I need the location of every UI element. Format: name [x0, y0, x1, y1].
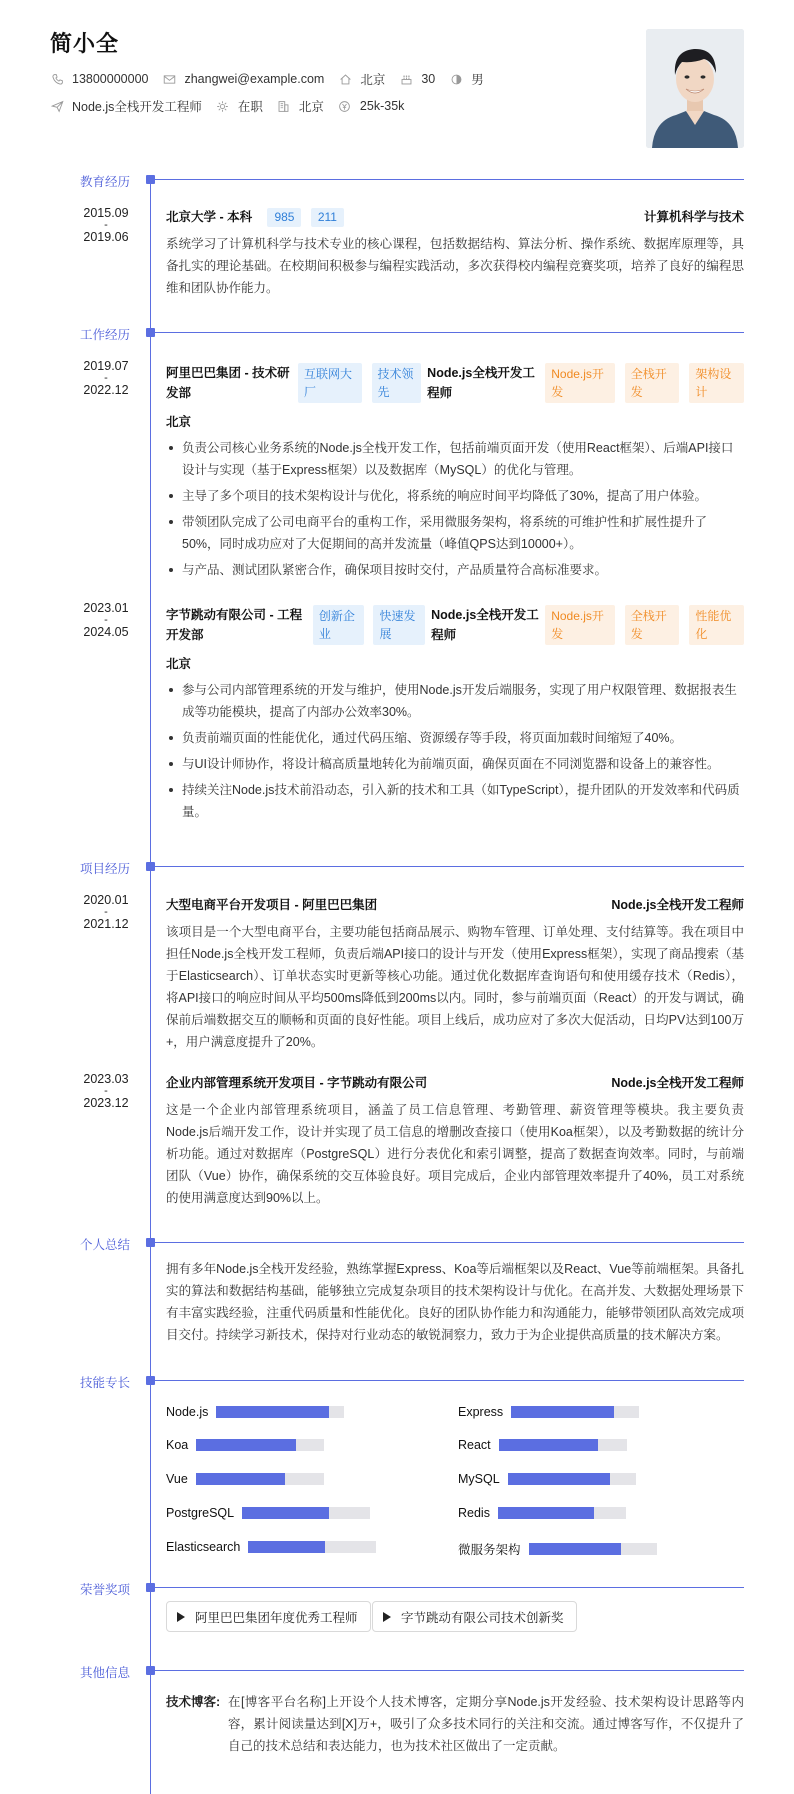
- age-icon: [399, 72, 413, 86]
- position-item: [50, 97, 202, 115]
- skill-name: Koa: [166, 1438, 189, 1452]
- skill-item: [458, 1405, 639, 1419]
- date-start: 2023.03: [83, 1072, 129, 1086]
- work-location: 北京: [166, 415, 192, 429]
- status-text: 在职: [237, 100, 263, 114]
- other-label: 技术博客:: [166, 1695, 221, 1709]
- status-icon: [216, 99, 230, 113]
- award-label: 阿里巴巴集团年度优秀工程师: [195, 1610, 358, 1625]
- work-bullet: 与UI设计师协作，将设计稿高质量地转化为前端页面，确保页面在不同浏览器和设备上的兼容性。: [166, 753, 744, 775]
- project-description: 该项目是一个大型电商平台，主要功能包括商品展示、购物车管理、订单处理、支付结算等。我在项目中担任Node.js全栈开发工程师，负责后端API接口的设计与开发（使用Express框架），实现了商品搜索（基于Elasticsearch）、订单状态实时更新等核心功能。通过优化数据库查询语句和使用缓存技术（Redis），将API接口的响应时间从平均500ms降低到200ms以内。同时，参与前端页面（React）的开发与调试，确保前后端数据交互的顺畅和页面的良好性能。项目上线后，成功应对了多次大促活动，日均PV达到100万+，用户满意度提升了20%。: [166, 925, 744, 1049]
- send-icon: [50, 99, 64, 113]
- city-text: 北京: [360, 73, 386, 87]
- section-title-other: 其他信息: [80, 1666, 131, 1680]
- skill-item: [458, 1540, 657, 1558]
- gender-icon: [449, 72, 463, 86]
- position-name: Node.js全栈开发工程师: [427, 366, 535, 400]
- skill-bar: [196, 1439, 324, 1451]
- project-entry: [166, 1073, 744, 1209]
- building-icon: [277, 99, 291, 113]
- date-separator: -: [104, 614, 108, 626]
- education-tag: 211: [311, 208, 344, 227]
- skill-tag: 架构设计: [689, 363, 744, 403]
- section-title-summary: 个人总结: [80, 1238, 131, 1252]
- work-bullet: 负责公司核心业务系统的Node.js全栈开发工作，包括前端页面开发（使用React框架）、后端API接口设计与实现（基于Express框架）以及数据库（MySQL）的优化与管理。: [166, 437, 744, 481]
- summary-text: 拥有多年Node.js全栈开发经验，熟练掌握Express、Koa等后端框架以及React、Vue等前端框架。具备扎实的算法和数据结构基础，能够独立完成复杂项目的技术架构设计与优化。在高并发、大数据处理场景下有丰富实践经验，注重代码质量和性能优化。良好的团队协作能力和沟通能力，能够带领团队高效完成项目交付。持续学习新技术，保持对行业动态的敏锐洞察力，致力于为企业提供高质量的技术解决方案。: [166, 1262, 744, 1342]
- section-dot: [146, 1666, 155, 1675]
- work-date: [70, 358, 142, 398]
- city-item: [338, 70, 385, 88]
- section-divider: [155, 332, 744, 333]
- section-divider: [155, 1587, 744, 1588]
- award-item: [372, 1601, 577, 1632]
- industry-tag: 互联网大厂: [298, 363, 362, 403]
- company-name: 阿里巴巴集团 - 技术研发部: [166, 366, 290, 400]
- section-title-awards: 荣誉奖项: [80, 1583, 131, 1597]
- skill-tag: Node.js开发: [545, 605, 615, 645]
- skill-tag: 全栈开发: [625, 605, 680, 645]
- industry-tag: 创新企业: [313, 605, 365, 645]
- position-text: Node.js全栈开发工程师: [72, 100, 202, 114]
- skill-bar: [508, 1473, 636, 1485]
- section-title-projects: 项目经历: [80, 862, 131, 876]
- section-divider: [155, 866, 744, 867]
- skill-bar-fill: [242, 1507, 329, 1519]
- skill-bar: [499, 1439, 627, 1451]
- skill-bar-fill: [216, 1406, 329, 1418]
- section-dot: [146, 862, 155, 871]
- candidate-name: 简小全: [50, 31, 120, 56]
- gender-item: [449, 70, 484, 88]
- date-separator: -: [104, 219, 108, 231]
- target-city-item: [277, 97, 324, 115]
- section-dot: [146, 1376, 155, 1385]
- project-title: 大型电商平台开发项目 - 阿里巴巴集团: [166, 898, 378, 912]
- date-end: 2019.06: [83, 230, 129, 244]
- project-description: 这是一个企业内部管理系统项目，涵盖了员工信息管理、考勤管理、薪资管理等模块。我主要负责Node.js后端开发工作，设计并实现了员工信息的增删改查接口（使用Koa框架），以及考勤数据的统计分析功能。通过对数据库（PostgreSQL）进行分表优化和索引调整，提高了数据查询效率。同时，与前端团队（Vue）协作，确保系统的交互体验良好。项目完成后，企业内部管理效率提升了40%，员工对系统的使用满意度达到90%以上。: [166, 1103, 744, 1205]
- skill-name: Elasticsearch: [166, 1540, 241, 1554]
- skill-item: [166, 1438, 324, 1452]
- work-bullet: 持续关注Node.js技术前沿动态，引入新的技术和工具（如TypeScript），提升团队的开发效率和代码质量。: [166, 779, 744, 823]
- section-dot: [146, 328, 155, 337]
- phone-item: [50, 72, 148, 86]
- date-separator: -: [104, 906, 108, 918]
- skill-bar-fill: [248, 1541, 325, 1553]
- skill-bar-fill: [196, 1473, 286, 1485]
- status-item: [216, 97, 263, 115]
- skill-item: [166, 1506, 370, 1520]
- salary-text: 25k-35k: [359, 99, 405, 113]
- work-bullet: 带领团队完成了公司电商平台的重构工作，采用微服务架构，将系统的可维护性和扩展性提升了50%，同时成功应对了大促期间的高并发流量（峰值QPS达到10000+）。: [166, 511, 744, 555]
- skill-item: [458, 1472, 636, 1486]
- section-divider: [155, 1380, 744, 1381]
- position-name: Node.js全栈开发工程师: [431, 608, 539, 642]
- skill-tag: Node.js开发: [545, 363, 615, 403]
- gender-text: 男: [471, 73, 484, 87]
- school-name: 北京大学 - 本科: [166, 210, 253, 224]
- date-separator: -: [104, 1085, 108, 1097]
- phone-text: 13800000000: [72, 72, 149, 86]
- skill-bar-fill: [196, 1439, 296, 1451]
- project-role: Node.js全栈开发工程师: [611, 898, 744, 912]
- education-date: [70, 205, 142, 245]
- phone-icon: [50, 72, 64, 86]
- major-name: 计算机科学与技术: [643, 210, 744, 224]
- skill-tag: 性能优化: [689, 605, 744, 645]
- work-bullets: [166, 437, 744, 581]
- date-start: 2023.01: [83, 601, 129, 615]
- work-entry: [166, 363, 744, 585]
- skill-bar-fill: [499, 1439, 599, 1451]
- job-intent-row: [50, 97, 418, 115]
- skill-name: Vue: [166, 1472, 188, 1486]
- date-start: 2015.09: [83, 206, 129, 220]
- work-entry: [166, 605, 744, 827]
- skill-bar: [242, 1507, 370, 1519]
- skill-bar-fill: [511, 1406, 613, 1418]
- age-item: [399, 72, 435, 86]
- email-item: [162, 72, 324, 86]
- skill-item: [166, 1472, 324, 1486]
- date-separator: -: [104, 372, 108, 384]
- other-text: 在[博客平台名称]上开设个人技术博客，定期分享Node.js开发经验、技术架构设计思路等内容，累计阅读量达到[X]万+，吸引了众多技术同行的关注和交流。通过博客写作，不仅提升了自己的技术总结和表达能力，也为技术社区做出了一定贡献。: [228, 1695, 744, 1753]
- section-dot: [146, 1583, 155, 1592]
- skill-bar: [529, 1543, 657, 1555]
- skill-bar: [498, 1507, 626, 1519]
- mail-icon: [162, 72, 176, 86]
- target-city-text: 北京: [298, 100, 324, 114]
- date-end: 2024.05: [83, 625, 129, 639]
- company-name: 字节跳动有限公司 - 工程开发部: [166, 608, 303, 642]
- skill-name: 微服务架构: [458, 1543, 521, 1557]
- work-bullets: [166, 679, 744, 823]
- summary-block: [166, 1258, 744, 1346]
- industry-tag: 技术领先: [372, 363, 422, 403]
- skill-bar: [196, 1473, 324, 1485]
- other-info: [166, 1691, 744, 1757]
- work-bullet: 主导了多个项目的技术架构设计与优化，将系统的响应时间平均降低了30%，提高了用户体验。: [166, 485, 744, 507]
- section-title-work: 工作经历: [80, 328, 131, 342]
- education-tag: 985: [267, 208, 301, 227]
- industry-tag: 快速发展: [373, 605, 425, 645]
- date-start: 2019.07: [83, 359, 129, 373]
- work-date: [70, 600, 142, 640]
- section-dot: [146, 1238, 155, 1247]
- section-title-education: 教育经历: [80, 175, 131, 189]
- education-description: 系统学习了计算机科学与技术专业的核心课程，包括数据结构、算法分析、操作系统、数据库原理等，具备扎实的理论基础。在校期间积极参与编程实践活动，多次获得校内编程竞赛奖项，培养了良好的编程思维和团队协作能力。: [166, 237, 744, 295]
- skill-item: [458, 1438, 627, 1452]
- contact-row: [50, 70, 498, 88]
- home-icon: [338, 72, 352, 86]
- play-icon: [177, 1612, 185, 1622]
- email-text: zhangwei@example.com: [184, 72, 325, 86]
- skill-name: React: [458, 1438, 491, 1452]
- section-dot: [146, 175, 155, 184]
- skill-bar-fill: [529, 1543, 621, 1555]
- work-bullet: 负责前端页面的性能优化，通过代码压缩、资源缓存等手段，将页面加载时间缩短了40%。: [166, 727, 744, 749]
- profile-photo: [646, 29, 744, 148]
- date-end: 2023.12: [83, 1096, 129, 1110]
- skill-bar: [248, 1541, 376, 1553]
- date-end: 2022.12: [83, 383, 129, 397]
- project-role: Node.js全栈开发工程师: [611, 1076, 744, 1090]
- play-icon: [383, 1612, 391, 1622]
- salary-item: [338, 99, 404, 113]
- project-entry: [166, 895, 744, 1053]
- project-date: [70, 1071, 142, 1111]
- work-bullet: 与产品、测试团队紧密合作，确保项目按时交付，产品质量符合高标准要求。: [166, 559, 744, 581]
- skill-bar: [511, 1406, 639, 1418]
- skill-item: [166, 1405, 344, 1419]
- project-date: [70, 892, 142, 932]
- work-location: 北京: [166, 657, 192, 671]
- skill-bar-fill: [508, 1473, 610, 1485]
- age-text: 30: [421, 72, 436, 86]
- section-divider: [155, 179, 744, 180]
- skill-tag: 全栈开发: [625, 363, 680, 403]
- section-divider: [155, 1242, 744, 1243]
- skill-bar-fill: [498, 1507, 594, 1519]
- date-end: 2021.12: [83, 917, 129, 931]
- project-title: 企业内部管理系统开发项目 - 字节跳动有限公司: [166, 1076, 428, 1090]
- work-bullet: 参与公司内部管理系统的开发与维护，使用Node.js开发后端服务，实现了用户权限管理、数据报表生成等功能模块，提高了内部办公效率30%。: [166, 679, 744, 723]
- timeline-line: [150, 179, 151, 1794]
- skill-name: Express: [458, 1405, 504, 1419]
- skill-name: Redis: [458, 1506, 490, 1520]
- education-entry: [166, 207, 744, 299]
- salary-icon: [338, 99, 352, 113]
- skill-name: Node.js: [166, 1405, 209, 1419]
- award-item: [166, 1601, 371, 1632]
- section-divider: [155, 1670, 744, 1671]
- skill-bar: [216, 1406, 344, 1418]
- date-start: 2020.01: [83, 893, 129, 907]
- skill-name: MySQL: [458, 1472, 500, 1486]
- award-label: 字节跳动有限公司技术创新奖: [401, 1610, 564, 1625]
- skill-item: [166, 1540, 376, 1554]
- section-title-skills: 技能专长: [80, 1376, 131, 1390]
- skill-name: PostgreSQL: [166, 1506, 235, 1520]
- skill-item: [458, 1506, 626, 1520]
